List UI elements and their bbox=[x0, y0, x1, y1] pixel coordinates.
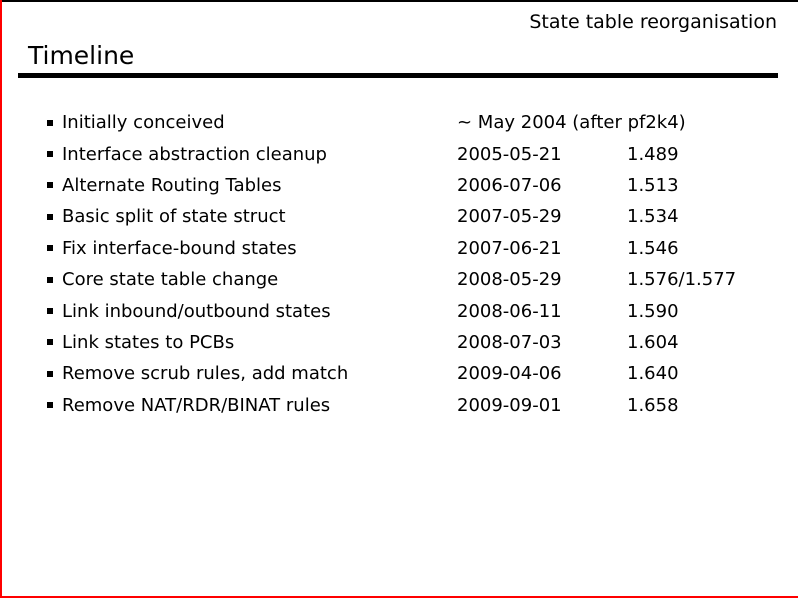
timeline-list bbox=[0, 107, 798, 421]
timeline-date: 2009-09-01 bbox=[457, 394, 562, 416]
timeline-row bbox=[0, 138, 798, 169]
square-bullet-icon bbox=[47, 277, 53, 283]
top-edge-line bbox=[0, 0, 798, 2]
timeline-row bbox=[0, 295, 798, 326]
timeline-date: 2008-06-11 bbox=[457, 300, 562, 322]
header-title: State table reorganisation bbox=[529, 11, 777, 33]
timeline-item-label: Remove NAT/RDR/BINAT rules bbox=[62, 394, 331, 416]
timeline-version: 1.513 bbox=[627, 174, 679, 196]
timeline-version: 1.658 bbox=[627, 394, 679, 416]
timeline-row bbox=[0, 390, 798, 421]
timeline-item-label: Link states to PCBs bbox=[62, 331, 235, 353]
timeline-row bbox=[0, 233, 798, 264]
square-bullet-icon bbox=[47, 182, 53, 188]
timeline-version: 1.640 bbox=[627, 363, 679, 385]
title-rule bbox=[18, 73, 778, 78]
square-bullet-icon bbox=[47, 245, 53, 251]
timeline-date: ~ May 2004 (after pf2k4) bbox=[457, 112, 686, 134]
square-bullet-icon bbox=[47, 371, 53, 377]
timeline-row bbox=[0, 201, 798, 232]
square-bullet-icon bbox=[47, 151, 53, 157]
timeline-version: 1.489 bbox=[627, 143, 679, 165]
timeline-date: 2009-04-06 bbox=[457, 363, 562, 385]
timeline-item-label: Link inbound/outbound states bbox=[62, 300, 331, 322]
timeline-version: 1.576/1.577 bbox=[627, 269, 737, 291]
timeline-date: 2005-05-21 bbox=[457, 143, 562, 165]
timeline-row bbox=[0, 107, 798, 138]
timeline-item-label: Core state table change bbox=[62, 269, 279, 291]
square-bullet-icon bbox=[47, 120, 53, 126]
square-bullet-icon bbox=[47, 308, 53, 314]
timeline-row bbox=[0, 170, 798, 201]
square-bullet-icon bbox=[47, 402, 53, 408]
timeline-version: 1.534 bbox=[627, 206, 679, 228]
timeline-version: 1.604 bbox=[627, 331, 679, 353]
timeline-date: 2007-06-21 bbox=[457, 237, 562, 259]
timeline-date: 2006-07-06 bbox=[457, 174, 562, 196]
timeline-item-label: Initially conceived bbox=[62, 112, 225, 134]
square-bullet-icon bbox=[47, 214, 53, 220]
square-bullet-icon bbox=[47, 339, 53, 345]
timeline-row bbox=[0, 327, 798, 358]
timeline-item-label: Fix interface-bound states bbox=[62, 237, 297, 259]
timeline-date: 2008-07-03 bbox=[457, 331, 562, 353]
timeline-version: 1.590 bbox=[627, 300, 679, 322]
timeline-date: 2007-05-29 bbox=[457, 206, 562, 228]
timeline-item-label: Interface abstraction cleanup bbox=[62, 143, 327, 165]
page-title: Timeline bbox=[28, 41, 135, 70]
timeline-row bbox=[0, 264, 798, 295]
timeline-item-label: Remove scrub rules, add match bbox=[62, 363, 349, 385]
timeline-date: 2008-05-29 bbox=[457, 269, 562, 291]
timeline-item-label: Alternate Routing Tables bbox=[62, 174, 282, 196]
timeline-item-label: Basic split of state struct bbox=[62, 206, 286, 228]
timeline-row bbox=[0, 358, 798, 389]
timeline-version: 1.546 bbox=[627, 237, 679, 259]
